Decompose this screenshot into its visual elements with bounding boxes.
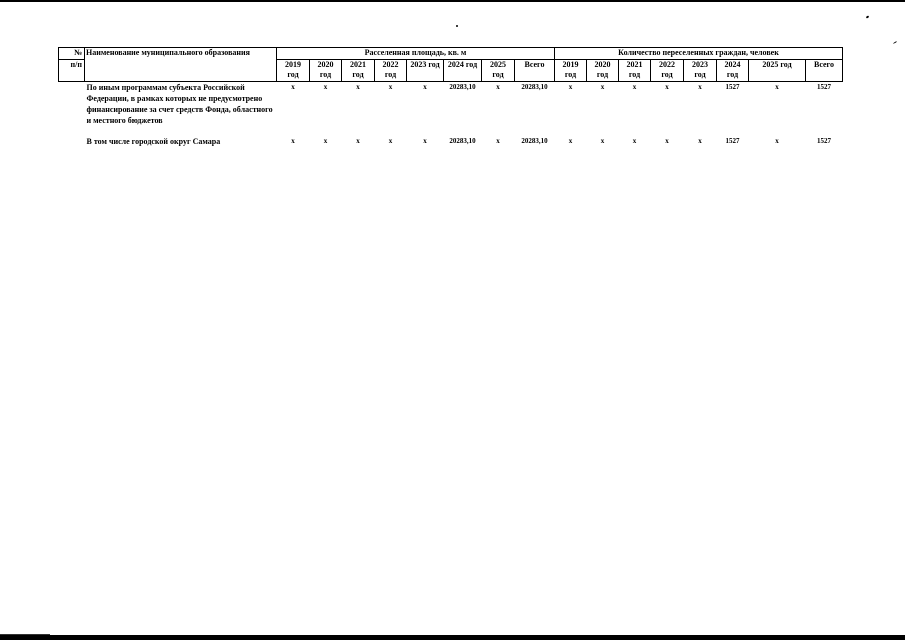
area-cell: x — [356, 83, 360, 91]
area-total-cell: 20283,10 — [521, 83, 548, 91]
header-area-group: Расселенная площадь, кв. м — [277, 48, 555, 60]
header-area-year: 2024 год — [444, 60, 482, 82]
area-cell: x — [323, 137, 328, 145]
people-cell: x — [568, 83, 573, 91]
row-spacer — [59, 126, 843, 136]
scan-speck — [866, 15, 870, 18]
row-name: По иным программам субъекта Российской Федерации, в рамках которых не предусмотрено финансирование за счет средств Фонда, областного и местного бюджетов — [86, 83, 273, 125]
header-area-year: 2023 год — [407, 60, 444, 82]
people-cell: x — [775, 83, 779, 91]
people-cell: x — [600, 83, 605, 91]
people-cell: 1527 — [725, 83, 740, 91]
area-cell: x — [388, 137, 393, 145]
header-people-year: 2025 год — [749, 60, 806, 82]
area-cell: x — [323, 83, 328, 91]
header-people-year: 2024 год — [717, 60, 749, 82]
area-cell: x — [291, 137, 295, 145]
header-people-year: 2021 год — [619, 60, 651, 82]
header-area-year: 2020 год — [310, 60, 342, 82]
header-people-year: 2020 год — [587, 60, 619, 82]
header-people-year: 2022 год — [651, 60, 684, 82]
area-cell: x — [423, 83, 427, 91]
area-cell: x — [356, 137, 360, 145]
area-cell: 20283,10 — [449, 83, 476, 91]
people-total-cell: 1527 — [817, 137, 831, 145]
header-people-year: 2019 год — [555, 60, 587, 82]
people-cell: x — [698, 83, 702, 91]
header-area-year: 2021 год — [342, 60, 375, 82]
resettlement-table — [58, 47, 843, 147]
area-cell: x — [423, 137, 427, 145]
header-people-group: Количество переселенных граждан, человек — [555, 48, 843, 60]
scan-speck — [456, 25, 458, 27]
scan-edge-bottom — [0, 635, 905, 640]
area-cell: 20283,10 — [449, 137, 476, 145]
people-cell: x — [665, 83, 669, 91]
table-row — [59, 82, 843, 127]
header-people-total: Всего — [806, 60, 843, 82]
area-cell: x — [388, 83, 393, 91]
row-number — [59, 82, 85, 127]
area-cell: x — [496, 137, 500, 145]
header-municipality: Наименование муниципального образования — [85, 48, 277, 82]
table-row — [59, 136, 843, 147]
header-area-total: Всего — [515, 60, 555, 82]
header-number: № — [59, 48, 85, 60]
area-total-cell: 20283,10 — [521, 137, 548, 145]
people-cell: x — [568, 137, 573, 145]
people-cell: x — [665, 137, 669, 145]
header-people-year: 2023 год — [684, 60, 717, 82]
people-cell: x — [632, 137, 637, 145]
people-cell: x — [698, 137, 702, 145]
header-area-year: 2019 год — [277, 60, 310, 82]
scan-speck — [893, 41, 897, 44]
people-total-cell: 1527 — [817, 83, 831, 91]
scan-edge-top — [0, 0, 905, 2]
people-cell: 1527 — [725, 137, 740, 145]
row-name: В том числе городской округ Самара — [86, 137, 221, 146]
people-cell: x — [600, 137, 605, 145]
area-cell: x — [291, 83, 295, 91]
area-cell: x — [496, 83, 500, 91]
header-area-year: 2025 год — [482, 60, 515, 82]
row-number — [59, 136, 85, 147]
header-number-sub: п/п — [59, 60, 85, 82]
people-cell: x — [775, 137, 779, 145]
header-area-year: 2022 год — [375, 60, 407, 82]
people-cell: x — [632, 83, 637, 91]
